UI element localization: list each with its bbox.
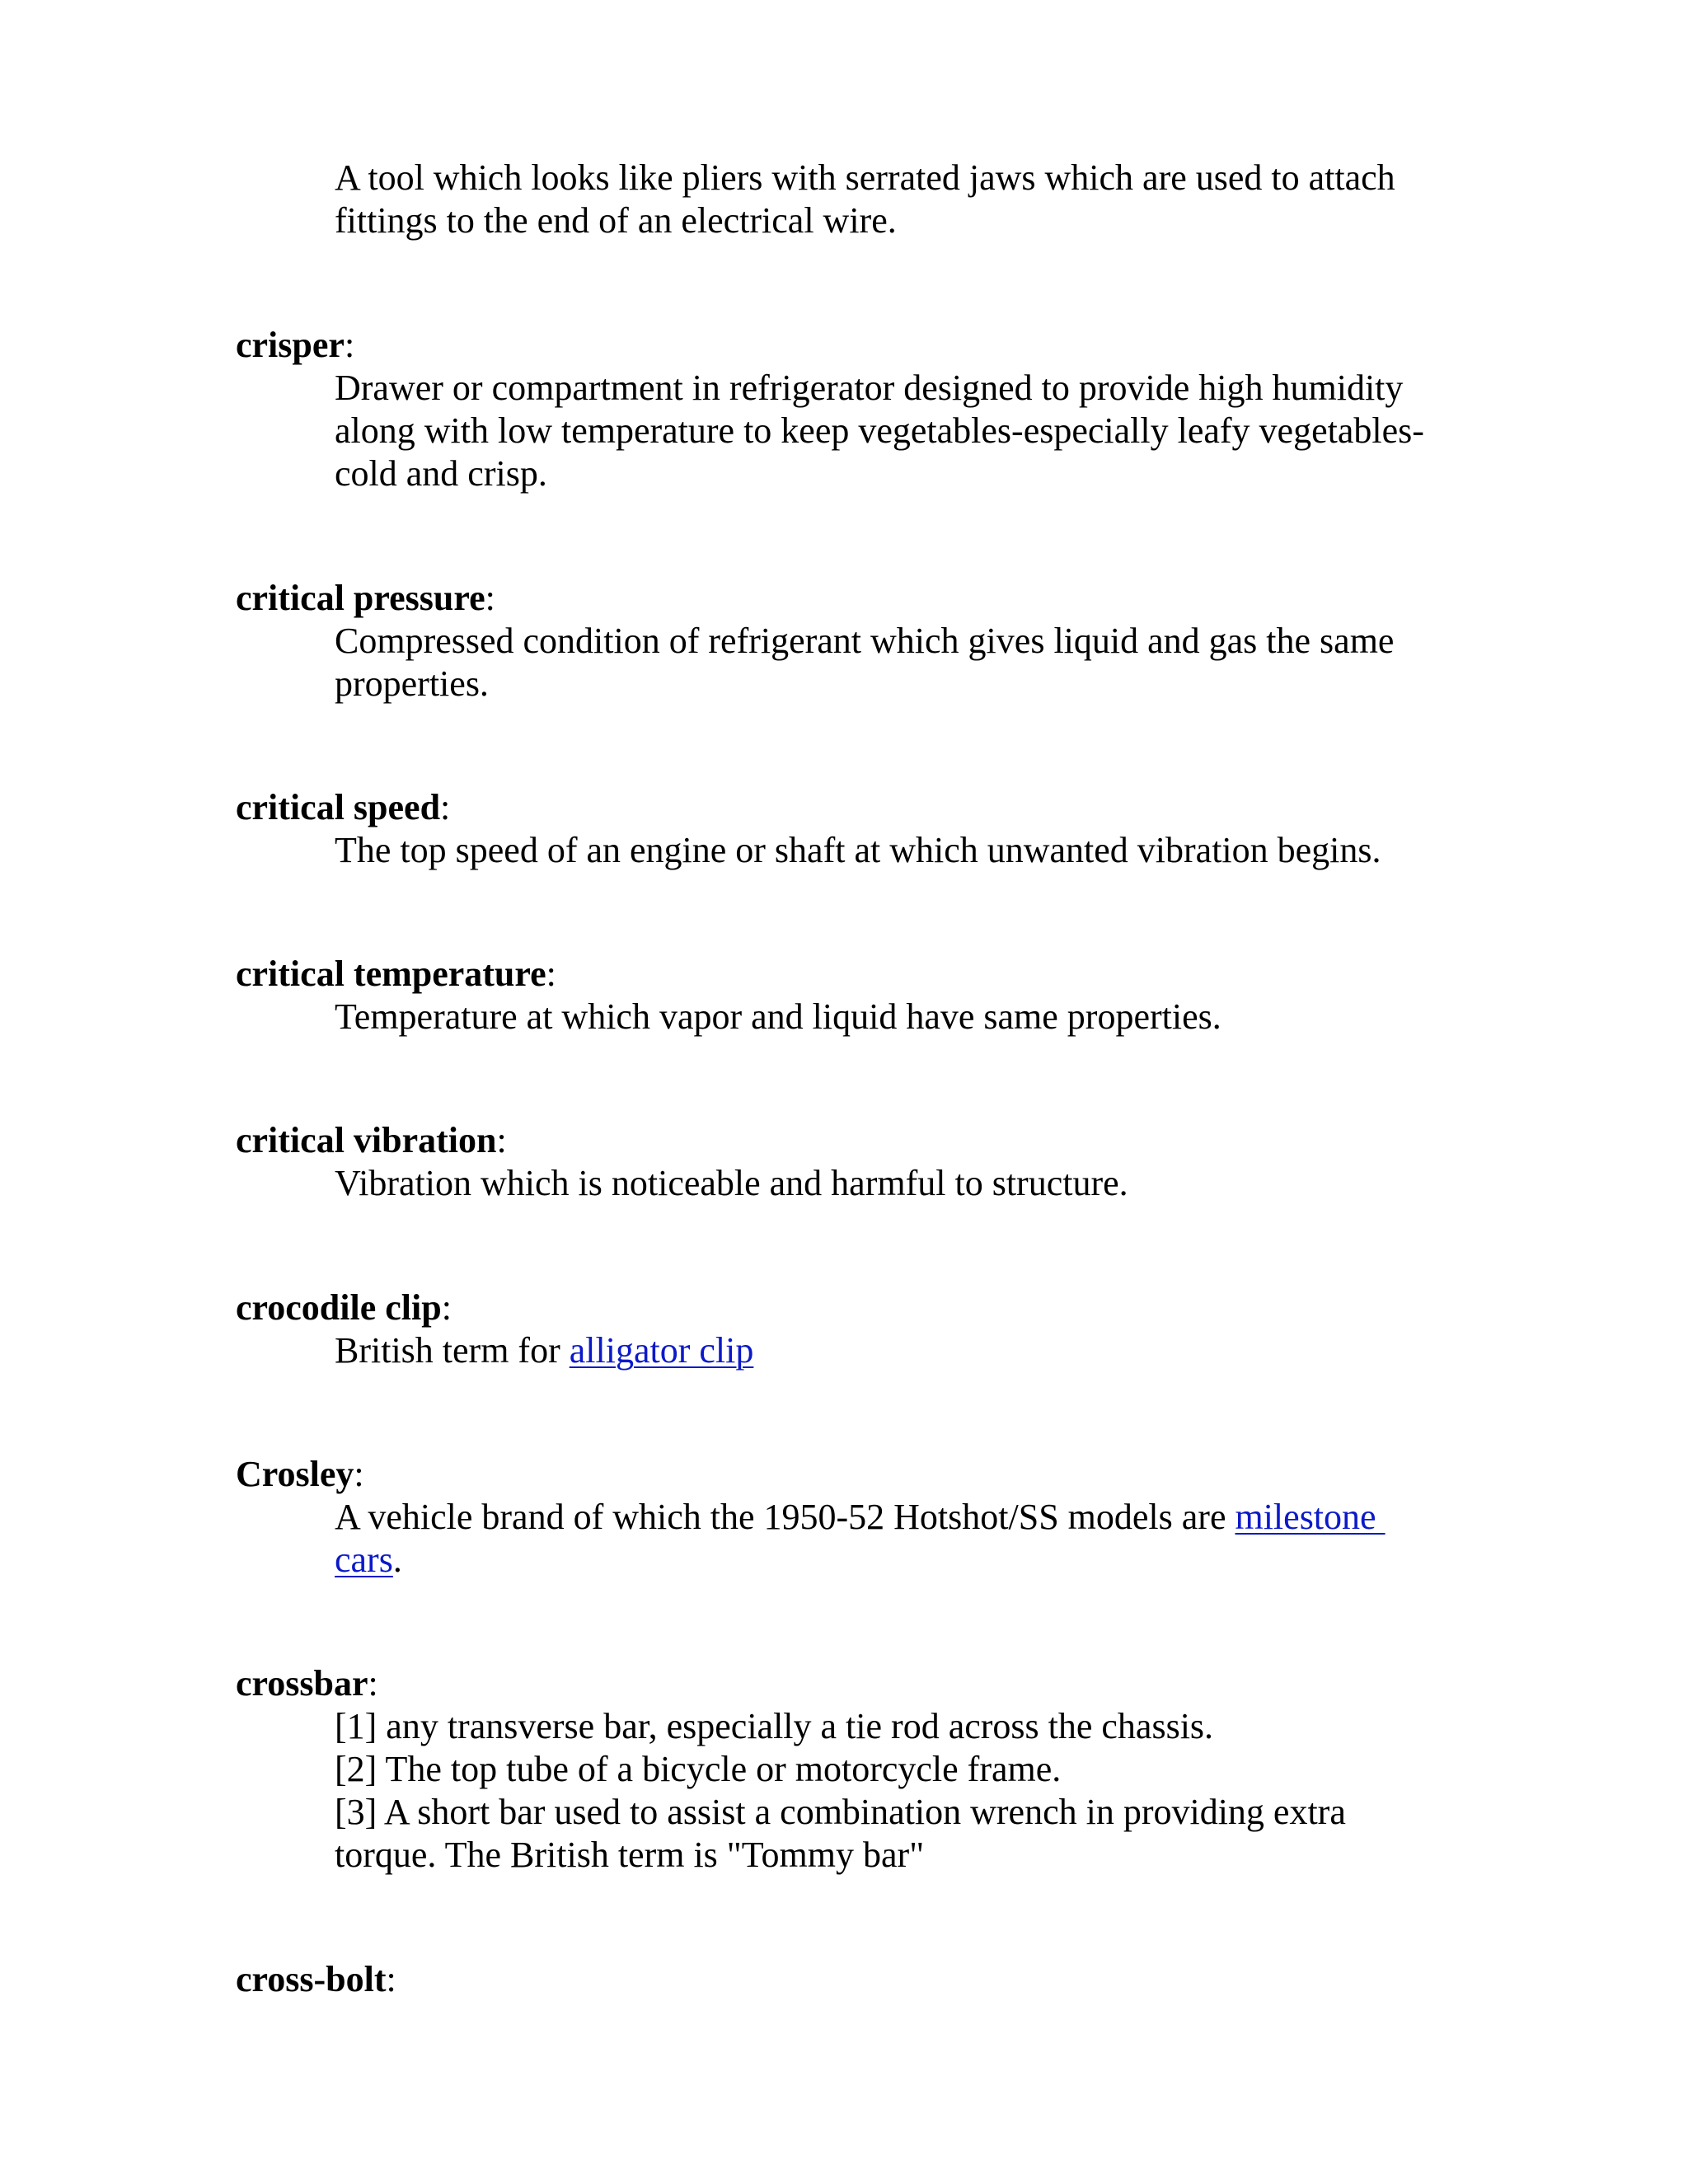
definition-text: .	[392, 1540, 402, 1580]
definition-line: properties.	[335, 663, 489, 704]
term-colon: :	[496, 1120, 507, 1160]
term-colon: :	[440, 787, 451, 827]
term-colon: :	[546, 954, 556, 994]
term-label: crocodile clip	[236, 1287, 442, 1328]
term-label: Crosley	[236, 1454, 354, 1494]
alligator-clip-link[interactable]: alligator clip	[569, 1330, 754, 1371]
glossary-term-cross-bolt	[236, 1958, 396, 2001]
glossary-term-crossbar	[236, 1662, 378, 1705]
definition-line: [2] The top tube of a bicycle or motorcycle frame.	[335, 1749, 1062, 1789]
definition-line	[335, 1496, 1386, 1539]
definition-line: along with low temperature to keep vegetables-especially leafy vegetables-	[335, 410, 1424, 451]
term-colon: :	[344, 325, 355, 365]
term-label: critical vibration	[236, 1120, 497, 1160]
glossary-term-crisper	[236, 324, 354, 367]
milestone-cars-link-continued[interactable]: cars	[335, 1540, 393, 1580]
definition-line: Temperature at which vapor and liquid have same properties.	[335, 996, 1221, 1037]
term-label: critical temperature	[236, 954, 546, 994]
glossary-term-crosley	[236, 1453, 364, 1496]
glossary-term-critical-vibration	[236, 1119, 507, 1162]
term-colon: :	[386, 1959, 396, 1999]
definition-line: cold and crisp.	[335, 453, 547, 494]
glossary-term-critical-temperature	[236, 953, 556, 996]
definition-line: A tool which looks like pliers with serrated jaws which are used to attach	[335, 157, 1395, 198]
glossary-term-critical-pressure	[236, 577, 495, 620]
definition-line: Drawer or compartment in refrigerator designed to provide high humidity	[335, 368, 1404, 408]
term-colon: :	[441, 1287, 452, 1328]
definition-text: British term for	[335, 1330, 570, 1371]
term-colon: :	[368, 1663, 378, 1704]
definition-line	[335, 1539, 402, 1582]
term-colon: :	[354, 1454, 364, 1494]
definition-line: [1] any transverse bar, especially a tie rod across the chassis.	[335, 1706, 1214, 1746]
milestone-cars-link[interactable]: milestone	[1235, 1497, 1386, 1537]
definition-line: Vibration which is noticeable and harmful to structure.	[335, 1163, 1128, 1203]
glossary-term-crocodile-clip	[236, 1286, 452, 1329]
glossary-term-critical-speed	[236, 786, 450, 829]
term-label: critical pressure	[236, 578, 485, 618]
term-label: cross-bolt	[236, 1959, 387, 1999]
term-label: crisper	[236, 325, 345, 365]
definition-line: The top speed of an engine or shaft at which unwanted vibration begins.	[335, 830, 1381, 870]
definition-line: torque. The British term is "Tommy bar"	[335, 1835, 925, 1875]
definition-line: fittings to the end of an electrical wire.	[335, 200, 897, 241]
term-label: critical speed	[236, 787, 441, 827]
definition-line	[335, 1329, 753, 1372]
term-colon: :	[485, 578, 495, 618]
definition-line: [3] A short bar used to assist a combination wrench in providing extra	[335, 1792, 1346, 1832]
definition-text: A vehicle brand of which the 1950-52 Hotshot/SS models are	[335, 1497, 1236, 1537]
term-label: crossbar	[236, 1663, 368, 1704]
definition-line: Compressed condition of refrigerant which gives liquid and gas the same	[335, 621, 1395, 661]
